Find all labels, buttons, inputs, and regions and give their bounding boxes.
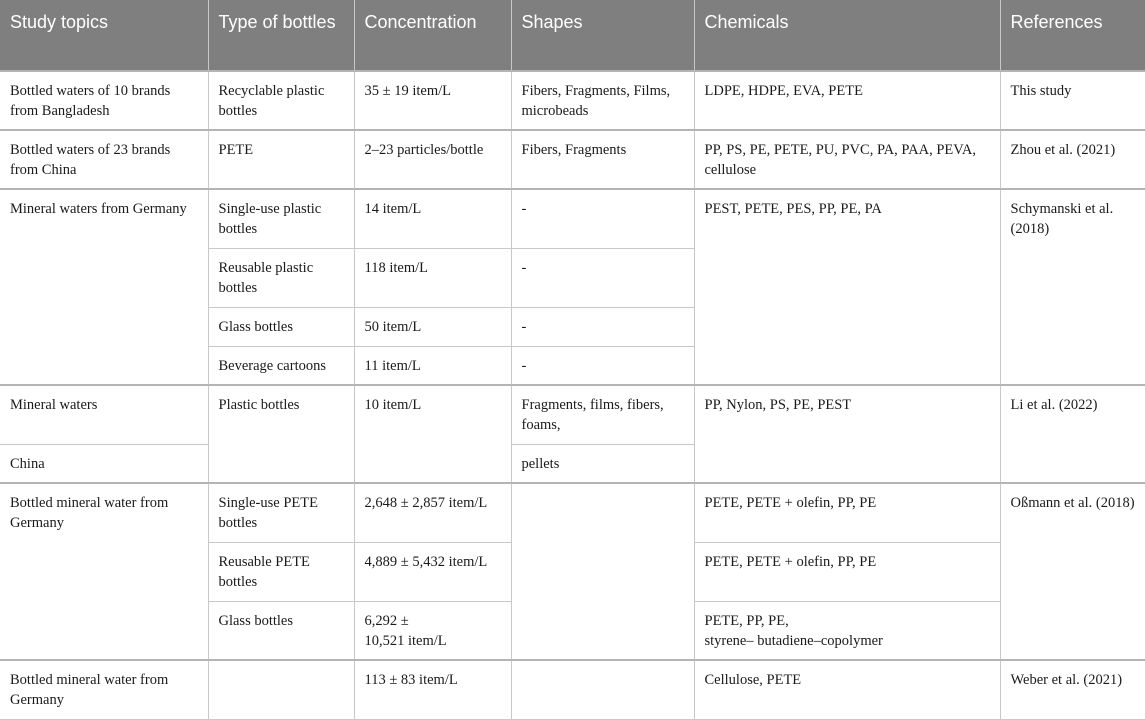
header-concentration: Concentration	[354, 0, 511, 71]
header-chemicals: Chemicals	[694, 0, 1000, 71]
cell-concentration: 50 item/L	[354, 307, 511, 346]
cell-concentration: 14 item/L	[354, 189, 511, 248]
cell-study-topic: Mineral waters from Germany	[0, 189, 208, 385]
cell-concentration: 11 item/L	[354, 346, 511, 385]
header-type-of-bottles: Type of bottles	[208, 0, 354, 71]
table-row	[0, 130, 1145, 189]
cell-chemicals: PP, PS, PE, PETE, PU, PVC, PA, PAA, PEVA, cellulose	[694, 130, 1000, 189]
cell-study-topic: Bottled mineral water from Germany	[0, 483, 208, 660]
table-row	[0, 385, 1145, 444]
cell-bottle-type: Reusable plastic bottles	[208, 248, 354, 307]
header-study-topics: Study topics	[0, 0, 208, 71]
concentration-line: 6,292 ±	[364, 612, 409, 629]
cell-bottle-type: Glass bottles	[208, 307, 354, 346]
chemicals-line: styrene– butadiene–copolymer	[704, 632, 883, 649]
concentration-line: 10,521 item/L	[364, 632, 447, 649]
cell-shapes: -	[511, 248, 694, 307]
cell-bottle-type: Single-use plastic bottles	[208, 189, 354, 248]
cell-shapes: -	[511, 189, 694, 248]
table-row	[0, 483, 1145, 542]
cell-chemicals: PEST, PETE, PES, PP, PE, PA	[694, 189, 1000, 385]
cell-study-topic: Bottled waters of 10 brands from Bangladesh	[0, 71, 208, 130]
header-row	[0, 0, 1145, 71]
cell-reference: Li et al. (2022)	[1000, 385, 1145, 483]
cell-bottle-type: Plastic bottles	[208, 385, 354, 483]
cell-reference: Oßmann et al. (2018)	[1000, 483, 1145, 660]
cell-shapes: pellets	[511, 444, 694, 483]
cell-study-topic: China	[0, 444, 208, 483]
cell-shapes	[511, 483, 694, 660]
cell-shapes: -	[511, 346, 694, 385]
cell-bottle-type: Single-use PETE bottles	[208, 483, 354, 542]
chemicals-line: PETE, PP, PE,	[704, 612, 789, 629]
cell-concentration: 2–23 particles/bottle	[354, 130, 511, 189]
cell-study-topic: Mineral waters	[0, 385, 208, 444]
cell-concentration: 118 item/L	[354, 248, 511, 307]
cell-chemicals: PETE, PETE + olefin, PP, PE	[694, 483, 1000, 542]
cell-concentration: 2,648 ± 2,857 item/L	[354, 483, 511, 542]
cell-concentration: 113 ± 83 item/L	[354, 660, 511, 719]
cell-study-topic: Bottled waters of 23 brands from China	[0, 130, 208, 189]
cell-shapes: Fibers, Fragments	[511, 130, 694, 189]
cell-reference: Weber et al. (2021)	[1000, 660, 1145, 719]
cell-reference: This study	[1000, 71, 1145, 130]
table-row	[0, 71, 1145, 130]
cell-concentration: 10 item/L	[354, 385, 511, 483]
cell-shapes: Fibers, Fragments, Films, microbeads	[511, 71, 694, 130]
cell-concentration: 4,889 ± 5,432 item/L	[354, 542, 511, 601]
cell-chemicals: LDPE, HDPE, EVA, PETE	[694, 71, 1000, 130]
cell-bottle-type: Recyclable plastic bottles	[208, 71, 354, 130]
cell-bottle-type: Beverage cartoons	[208, 346, 354, 385]
cell-reference: Zhou et al. (2021)	[1000, 130, 1145, 189]
cell-shapes: Fragments, films, fibers, foams,	[511, 385, 694, 444]
cell-bottle-type: Glass bottles	[208, 601, 354, 660]
cell-chemicals: PP, Nylon, PS, PE, PEST	[694, 385, 1000, 483]
header-references: References	[1000, 0, 1145, 71]
cell-chemicals	[694, 601, 1000, 660]
cell-shapes: -	[511, 307, 694, 346]
cell-concentration	[354, 601, 511, 660]
cell-chemicals: Cellulose, PETE	[694, 660, 1000, 719]
cell-bottle-type: PETE	[208, 130, 354, 189]
header-shapes: Shapes	[511, 0, 694, 71]
cell-reference: Schymanski et al. (2018)	[1000, 189, 1145, 385]
cell-study-topic: Bottled mineral water from Germany	[0, 660, 208, 719]
cell-chemicals: PETE, PETE + olefin, PP, PE	[694, 542, 1000, 601]
table-row	[0, 189, 1145, 248]
cell-concentration: 35 ± 19 item/L	[354, 71, 511, 130]
cell-bottle-type	[208, 660, 354, 719]
cell-bottle-type: Reusable PETE bottles	[208, 542, 354, 601]
cell-shapes	[511, 660, 694, 719]
table-row	[0, 660, 1145, 719]
